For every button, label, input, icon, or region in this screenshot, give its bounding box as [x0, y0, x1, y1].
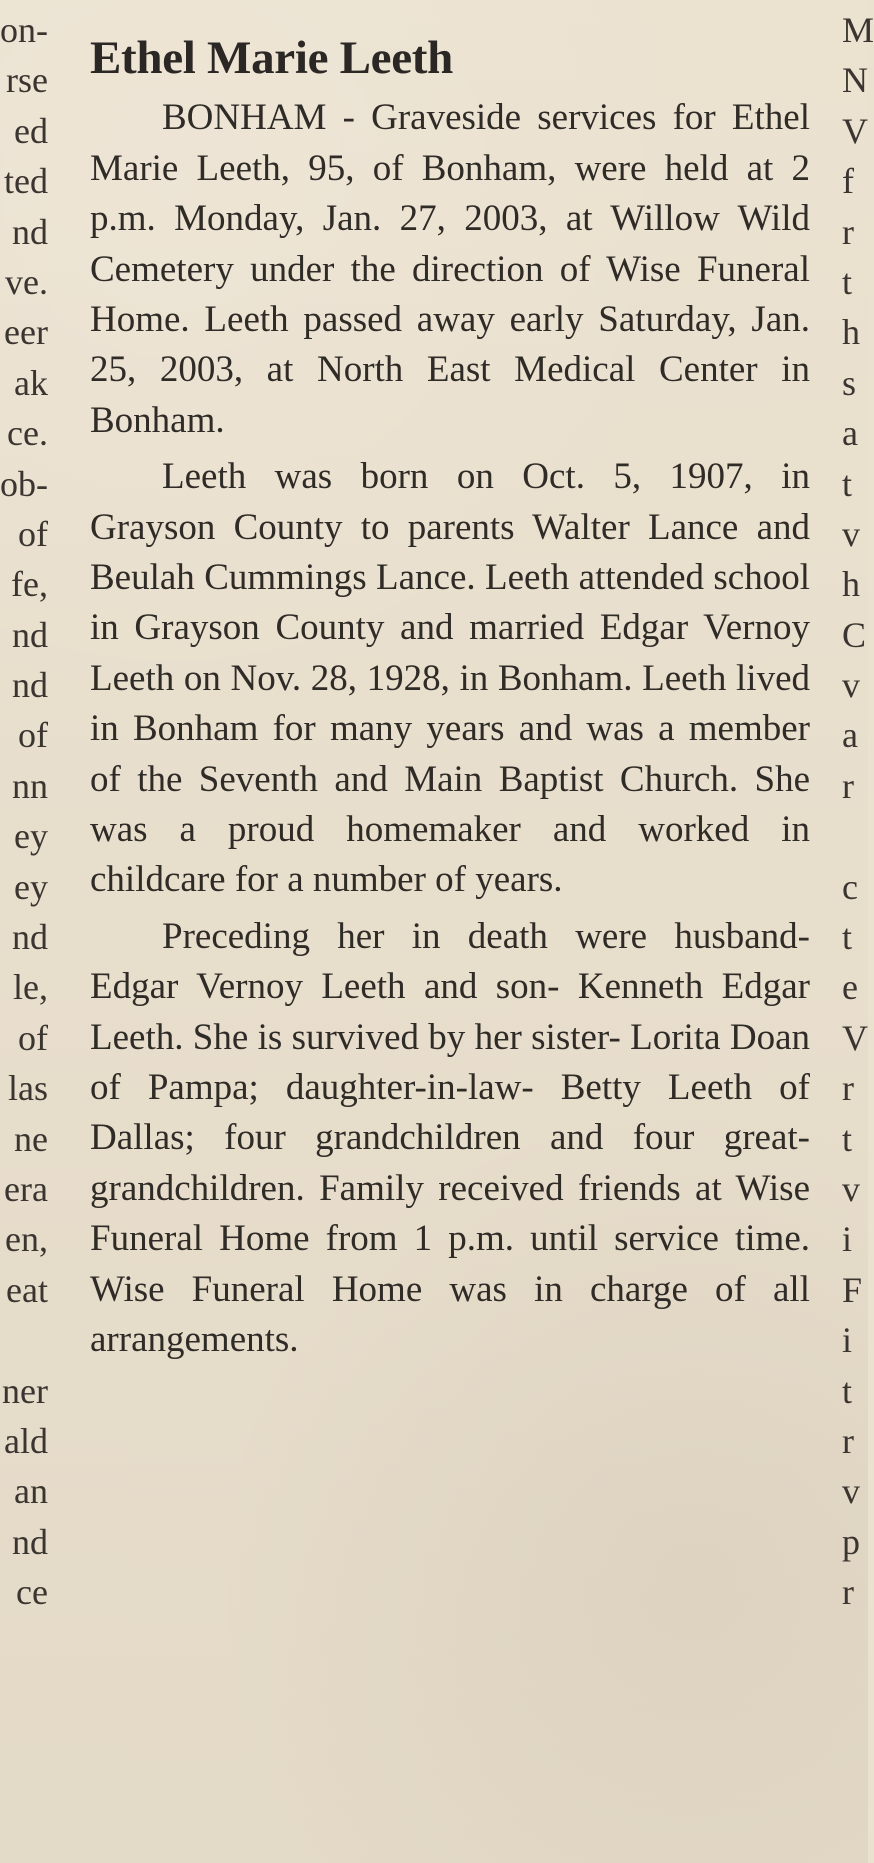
left-fragment-17: ey	[14, 816, 48, 857]
right-fragment-10: t	[842, 463, 853, 504]
right-fragment-21: V	[842, 1017, 868, 1058]
right-fragment-15: a	[842, 715, 858, 756]
right-fragment-6: t	[842, 261, 853, 302]
right-fragment-14: v	[842, 665, 860, 706]
left-fragment-15: of	[18, 715, 48, 756]
obituary-paragraph-3: Preceding her in death were husband- Edgar Vernoy Leeth and son- Kenneth Edgar Leeth. She is survived by her sister- Lorita Doan of Pampa; daughter-in-law- Betty Leeth of Dallas; four grandchildren and four great-grandchildren. Family received friends at Wise Funeral Home from 1 p.m. until service time. Wise Funeral Home was in charge of all arrangements.	[90, 915, 810, 1361]
left-column-fragments	[0, 0, 48, 1618]
right-fragment-11: v	[842, 513, 860, 554]
left-fragment-28: ner	[2, 1370, 48, 1411]
left-fragment-24: era	[4, 1168, 48, 1209]
left-fragment-2: rse	[6, 60, 48, 101]
right-fragment-30: v	[842, 1471, 860, 1512]
left-fragment-19: nd	[12, 917, 48, 958]
left-fragment-10: ob-	[0, 463, 48, 504]
right-fragment-19: t	[842, 917, 853, 958]
right-fragment-9: a	[842, 413, 858, 454]
left-fragment-8: ak	[14, 362, 48, 403]
left-fragment-27	[0, 1315, 48, 1365]
left-fragment-3: ed	[14, 110, 48, 151]
left-fragment-16: nn	[12, 765, 48, 806]
right-fragment-24: v	[842, 1168, 860, 1209]
right-fragment-26: F	[842, 1269, 863, 1310]
left-fragment-4: ted	[4, 161, 48, 202]
right-fragment-16: r	[842, 765, 854, 806]
left-fragment-22: las	[8, 1068, 48, 1109]
right-fragment-3: V	[842, 110, 868, 151]
right-fragment-13: C	[842, 614, 867, 655]
left-fragment-5: nd	[12, 211, 48, 252]
right-fragment-32: r	[842, 1572, 854, 1613]
right-fragment-31: p	[842, 1521, 860, 1562]
obituary-article	[90, 34, 810, 1366]
obituary-headline: Ethel Marie Leeth	[90, 32, 453, 84]
right-fragment-2: N	[842, 60, 868, 101]
left-fragment-14: nd	[12, 665, 48, 706]
right-fragment-18: c	[842, 866, 858, 907]
left-fragment-20: le,	[13, 967, 48, 1008]
right-fragment-5: r	[842, 211, 854, 252]
left-fragment-25: en,	[5, 1219, 48, 1260]
left-fragment-26: eat	[6, 1269, 48, 1310]
left-fragment-30: an	[14, 1471, 48, 1512]
left-fragment-23: ne	[14, 1118, 48, 1159]
right-fragment-8: s	[842, 362, 857, 403]
left-fragment-29: ald	[4, 1420, 48, 1461]
left-fragment-12: fe,	[11, 564, 48, 605]
left-fragment-6: ve.	[5, 261, 48, 302]
right-fragment-4: f	[842, 161, 854, 202]
left-fragment-31: nd	[12, 1521, 48, 1562]
left-fragment-7: eer	[4, 312, 48, 353]
right-fragment-28: t	[842, 1370, 853, 1411]
left-fragment-11: of	[18, 513, 48, 554]
right-fragment-20: e	[842, 967, 858, 1008]
left-fragment-9: ce.	[7, 413, 48, 454]
left-fragment-32: ce	[16, 1572, 48, 1613]
left-fragment-18: ey	[14, 866, 48, 907]
obituary-paragraph-2: Leeth was born on Oct. 5, 1907, in Grayson County to parents Walter Lance and Beulah Cummings Lance. Leeth attended school in Grayson County and married Edgar Vernoy Leeth on Nov. 28, 1928, in Bonham. Leeth lived in Bonham for many years and was a member of the Seventh and Main Baptist Church. She was a proud homemaker and worked in childcare for a number of years.	[90, 456, 810, 901]
right-column-fragments	[842, 0, 874, 1618]
right-fragment-27: i	[842, 1320, 853, 1361]
left-fragment-1: on-	[0, 10, 48, 50]
right-fragment-23: t	[842, 1118, 853, 1159]
right-fragment-29: r	[842, 1420, 854, 1461]
obituary-paragraph-1: BONHAM - Graveside services for Ethel Marie Leeth, 95, of Bonham, were held at 2 p.m. Monday, Jan. 27, 2003, at Willow Wild Cemetery under the direction of Wise Funeral Home. Leeth passed away early Saturday, Jan. 25, 2003, at North East Medical Center in Bonham.	[90, 97, 810, 441]
right-fragment-12: h	[842, 564, 860, 605]
right-fragment-1: M	[842, 10, 874, 50]
right-fragment-22: r	[842, 1068, 854, 1109]
right-fragment-25: i	[842, 1219, 853, 1260]
right-fragment-17	[842, 811, 868, 861]
right-fragment-7: h	[842, 312, 860, 353]
left-fragment-21: of	[18, 1017, 48, 1058]
left-fragment-13: nd	[12, 614, 48, 655]
